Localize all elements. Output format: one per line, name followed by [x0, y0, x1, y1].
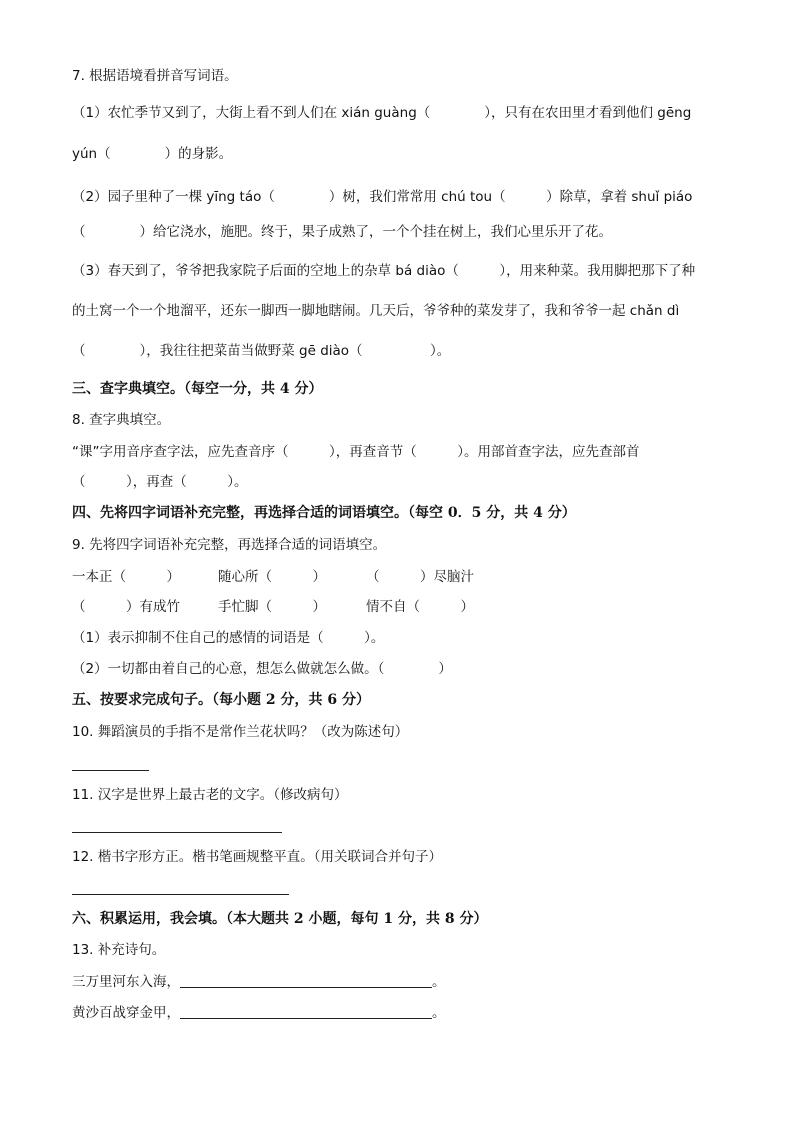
poem-line-1-suffix: 。: [432, 974, 446, 990]
q10-prompt: 10. 舞蹈演员的手指不是常作兰花状吗？（改为陈述句）: [72, 724, 409, 740]
section-6-heading: 六、积累运用，我会填。（本大题共 2 小题，每句 1 分，共 8 分）: [72, 911, 488, 927]
q10-answer-line[interactable]: [72, 770, 149, 771]
poem-line-2-suffix: 。: [432, 1005, 446, 1021]
poem-line-1-prefix: 三万里河东入海，: [72, 974, 180, 990]
q12-answer-line[interactable]: [72, 894, 289, 895]
q9-sub2: （2）一切都由着自己的心意，想怎么做就怎么做。（ ）: [72, 661, 452, 677]
q12-prompt: 12. 楷书字形方正。楷书笔画规整平直。（用关联词合并句子）: [72, 849, 443, 865]
poem-line-1: [72, 973, 446, 991]
q8-line1: “课”字用音序查字法，应先查音序（ ），再查音节（ ）。用部首查字法，应先查部首: [72, 444, 640, 460]
section-5-heading: 五、按要求完成句子。（每小题 2 分，共 6 分）: [72, 692, 370, 708]
word-yibenzheng: 一本正（ ）: [72, 569, 180, 585]
section-4-heading: 四、先将四字词语补充完整，再选择合适的词语填空。（每空 0．5 分，共 4 分）: [72, 505, 576, 521]
q8-line2: （ ），再查（ ）。: [72, 474, 248, 490]
word-youchengzhu: （ ）有成竹: [72, 599, 180, 615]
word-suixinsuo: 随心所（ ）: [218, 569, 326, 585]
q8-title: 8. 查字典填空。: [72, 412, 171, 428]
q9-sub1: （1）表示抑制不住自己的感情的词语是（ ）。: [72, 630, 385, 646]
q7-part2-line2: （ ）给它浇水，施肥。终于，果子成熟了，一个个挂在树上，我们心里乐开了花。: [72, 224, 612, 240]
q7-part3-line1: （3）春天到了，爷爷把我家院子后面的空地上的杂草 bá diào（ ），用来种菜。我用脚把那下了种: [72, 263, 696, 279]
word-shoumangjiao: 手忙脚（ ）: [218, 599, 326, 615]
poem-line-2-blank[interactable]: [180, 1004, 432, 1019]
q7-title: 7. 根据语境看拼音写词语。: [72, 68, 238, 84]
word-qingbuzi: 情不自（ ）: [366, 599, 474, 615]
poem-line-1-blank[interactable]: [180, 973, 432, 988]
poem-line-2: [72, 1004, 446, 1022]
q11-answer-line[interactable]: [72, 832, 282, 833]
q7-part1-line2: yún（ ）的身影。: [72, 146, 233, 162]
section-3-heading: 三、查字典填空。（每空一分，共 4 分）: [72, 381, 323, 397]
poem-line-2-prefix: 黄沙百战穿金甲，: [72, 1005, 180, 1021]
q7-part1-line1: （1）农忙季节又到了，大街上看不到人们在 xián guàng（ ），只有在农田里才看到他们 gēng: [72, 105, 692, 121]
word-jinnaozhi: （ ）尽脑汁: [366, 569, 474, 585]
q11-prompt: 11. 汉字是世界上最古老的文字。（修改病句）: [72, 787, 348, 803]
q7-part2-line1: （2）园子里种了一棵 yīng táo（ ）树，我们常常用 chú tou（ ）除草，拿着 shuǐ piáo: [72, 189, 693, 205]
q7-part3-line2: 的土窝一个一个地溜平，还东一脚西一脚地瞎闹。几天后，爷爷种的菜发芽了，我和爷爷一起 chǎn dì: [72, 303, 680, 319]
q7-part3-line3: （ ），我往往把菜苗当做野菜 gē diào（ ）。: [72, 343, 451, 359]
q9-title: 9. 先将四字词语补充完整，再选择合适的词语填空。: [72, 537, 387, 553]
q13-title: 13. 补充诗句。: [72, 942, 166, 958]
